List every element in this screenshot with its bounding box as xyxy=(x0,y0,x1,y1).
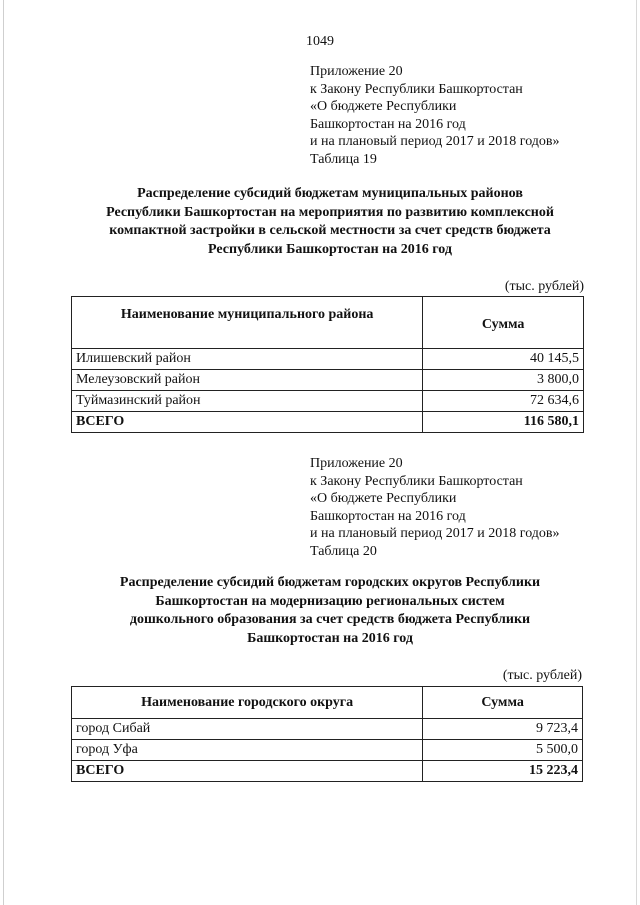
appendix-block-2 xyxy=(310,455,560,560)
table-row xyxy=(72,349,584,370)
data-table-1 xyxy=(71,296,584,433)
appendix-line: Таблица 19 xyxy=(310,151,377,167)
total-amount: 15 223,4 xyxy=(423,761,583,782)
table-row xyxy=(72,370,584,391)
city-name: город Сибай xyxy=(72,719,423,740)
scan-edge-left xyxy=(3,0,4,905)
appendix-line: к Закону Республики Башкортостан xyxy=(310,473,523,489)
title-line: дошкольного образования за счет средств бюджета Республики xyxy=(129,612,531,627)
table-header-row xyxy=(72,687,583,719)
unit-label-2: (тыс. рублей) xyxy=(502,668,582,683)
total-label: ВСЕГО xyxy=(72,412,423,433)
appendix-line: и на плановый период 2017 и 2018 годов» xyxy=(310,134,560,149)
page-number: 1049 xyxy=(306,34,334,49)
title-line: Распределение субсидий бюджетам городских округов Республики xyxy=(119,575,541,590)
amount-value: 9 723,4 xyxy=(423,719,583,740)
scan-edge-right xyxy=(636,0,637,905)
appendix-line: Башкортостан на 2016 год xyxy=(310,508,466,524)
column-header-amount: Сумма xyxy=(423,687,583,719)
title-line: Башкортостан на модернизацию региональных систем xyxy=(155,593,505,609)
appendix-line: Башкортостан на 2016 год xyxy=(310,116,466,132)
district-name: Мелеузовский район xyxy=(72,370,423,391)
column-header-name: Наименование городского округа xyxy=(72,687,423,719)
column-header-name: Наименование муниципального района xyxy=(72,297,423,349)
appendix-line: Приложение 20 xyxy=(310,64,403,79)
title-line: Башкортостан на 2016 год xyxy=(247,630,413,646)
title-line: компактной застройки в сельской местности за счет средств бюджета xyxy=(109,223,551,238)
title-line: Республики Башкортостан на мероприятия по развитию комплексной xyxy=(106,204,554,220)
table-row xyxy=(72,719,583,740)
table-title-1 xyxy=(60,185,600,259)
district-name: Туймазинский район xyxy=(72,391,423,412)
appendix-line: Таблица 20 xyxy=(310,543,377,559)
amount-value: 72 634,6 xyxy=(423,391,584,412)
appendix-line: к Закону Республики Башкортостан xyxy=(310,81,523,97)
data-table-2 xyxy=(71,686,583,782)
title-line: Распределение субсидий бюджетам муниципальных районов xyxy=(137,186,523,201)
table-row xyxy=(72,740,583,761)
table-row xyxy=(72,391,584,412)
amount-value: 5 500,0 xyxy=(423,740,583,761)
appendix-line: «О бюджете Республики xyxy=(310,99,457,114)
amount-value: 3 800,0 xyxy=(423,370,584,391)
title-line: Республики Башкортостан на 2016 год xyxy=(208,241,452,257)
table-title-2 xyxy=(60,574,600,648)
appendix-line: «О бюджете Республики xyxy=(310,491,457,506)
appendix-line: Приложение 20 xyxy=(310,456,403,471)
table-total-row xyxy=(72,412,584,433)
total-amount: 116 580,1 xyxy=(423,412,584,433)
total-label: ВСЕГО xyxy=(72,761,423,782)
district-name: Илишевский район xyxy=(72,349,423,370)
table-header-row xyxy=(72,297,584,349)
table-total-row xyxy=(72,761,583,782)
unit-label-1: (тыс. рублей) xyxy=(504,279,584,294)
column-header-amount: Сумма xyxy=(423,297,584,349)
appendix-line: и на плановый период 2017 и 2018 годов» xyxy=(310,526,560,541)
city-name: город Уфа xyxy=(72,740,423,761)
amount-value: 40 145,5 xyxy=(423,349,584,370)
appendix-block-1 xyxy=(310,63,560,168)
